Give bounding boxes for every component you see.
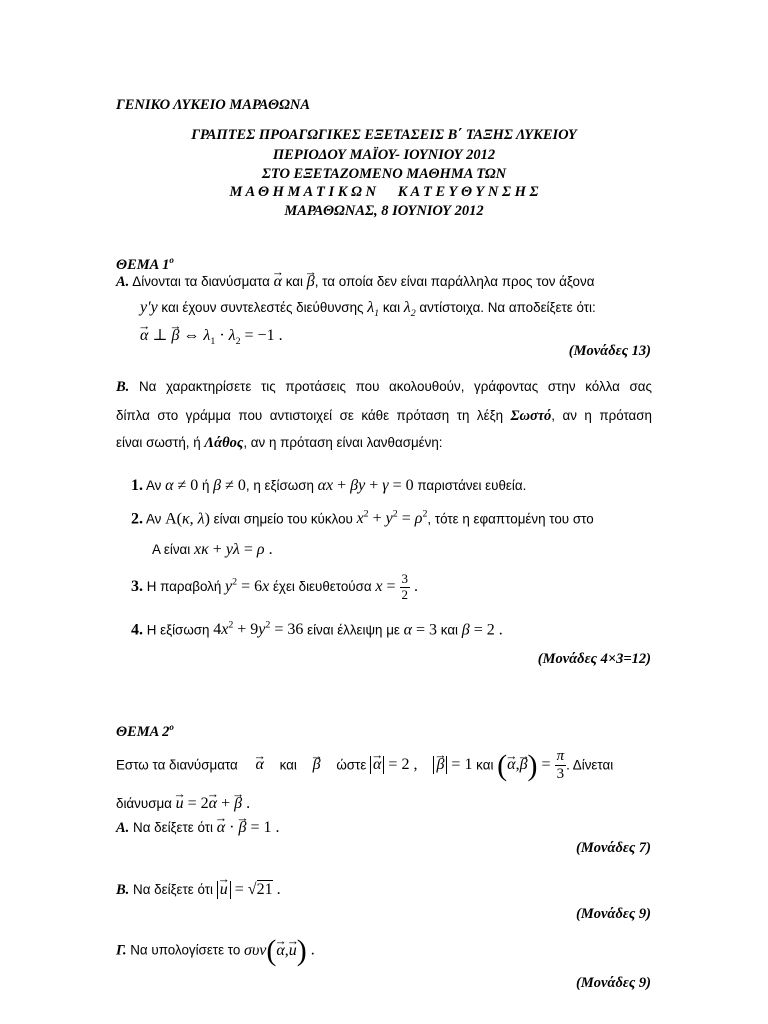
- header-line-4: Μ Α Θ Η Μ Α Τ Ι Κ Ω Ν Κ Α Τ Ε Υ Θ Υ Ν Σ Η Σ: [229, 184, 539, 200]
- theme1-a-formula: → α ⊥ → β ⇔ $\lambda_1 \cdot \lambda_2 = -1$ .: [140, 325, 283, 347]
- header-line-5: ΜΑΡΑΘΩΝΑΣ, 8 ΙΟΥΝΙΟΥ 2012: [284, 203, 484, 219]
- theme2-a-marks: (Μονάδες 7): [576, 840, 651, 856]
- word-wrong: Λάθος: [204, 435, 244, 451]
- theme2-title: ΘΕΜΑ $2^o$: [116, 722, 174, 740]
- statement-3: 3. Η παραβολή $y^2 = 6x$ έχει διευθετούσα x = $\frac{3}{2}$ .: [131, 571, 418, 602]
- statement-2-cont: Α είναι xκ + yλ = ρ .: [152, 541, 273, 558]
- theme1-title: ΘΕΜΑ $1^o$: [116, 255, 174, 273]
- theme2-c-marks: (Μονάδες 9): [576, 975, 651, 991]
- theme2-a: Α. Να δείξετε ότι → α · → β = 1 .: [116, 819, 279, 837]
- header-line-2: ΠΕΡΙΟΔΟΥ ΜΑΪΟΥ- ΙΟΥΝΙΟΥ 2012: [272, 147, 496, 163]
- theme1-a-marks: (Μονάδες 13): [568, 343, 651, 359]
- theme1-a-line1: Α. Δίνονται τα διανύσματα → α και → β, τα οποία δεν είναι παράλληλα προς τον άξονα: [116, 273, 594, 291]
- theme1-b-line2: δίπλα στο γράμμα που αντιστοιχεί σε κάθε πρόταση τη λέξη Σωστό, αν η πρόταση: [116, 408, 653, 424]
- theme1-b-line1: Β. Να χαρακτηρίσετε τις προτάσεις που ακολουθούν, γράφοντας στην κόλλα σας: [116, 379, 652, 395]
- vector-beta: → β: [307, 273, 315, 291]
- theme1-b-marks: (Μονάδες 4×3=12): [537, 651, 651, 667]
- theme2-b: Β. Να δείξετε ότι → u = √21 .: [116, 881, 281, 899]
- axis-yy: y′y: [140, 299, 158, 316]
- header-line-1: ΓΡΑΠΤΕΣ ΠΡΟΑΓΩΓΙΚΕΣ ΕΞΕΤΑΣΕΙΣ Β΄ ΤΑΞΗΣ ΛΥΚΕΙΟΥ: [191, 127, 577, 143]
- theme1-a-label: Α.: [116, 274, 130, 290]
- school-name: ΓΕΝΙΚΟ ΛΥΚΕΙΟ ΜΑΡΑΘΩΝΑ: [116, 97, 311, 113]
- statement-2: 2. Αν Α(κ, λ) είναι σημείο του κύκλου $x^2 + y^2 = \rho^2$, τότε η εφαπτομένη του στο: [131, 509, 594, 528]
- theme1-b-line3: είναι σωστή, ή Λάθος, αν η πρόταση είναι λανθασμένη:: [116, 435, 443, 451]
- word-correct: Σωστό: [510, 408, 552, 424]
- theme2-intro-line2: διάνυσμα → u = 2→ α + → β .: [116, 795, 250, 813]
- theme1-a-line2: y′y και έχουν συντελεστές διεύθυνσης $\lambda_1$ και $\lambda_2$ αντίστοιχα. Να αποδείξετε ότι:: [140, 299, 596, 320]
- header-line-3: ΣΤΟ ΕΞΕΤΑΖΟΜΕΝΟ ΜΑΘΗΜΑ ΤΩΝ: [261, 166, 507, 182]
- theme2-intro-line1: Εστω τα διανύσματα → α και → β ώστε → α = 2 ,→ β = 1 και (→ α,→ β) = $\frac{\pi}{3}$ . Δίνεται: [116, 748, 613, 784]
- statement-1: 1. Αν α ≠ 0 ή β ≠ 0, η εξίσωση αx + βy + γ = 0 παριστάνει ευθεία.: [131, 477, 527, 494]
- theme2-c: Γ. Να υπολογίσετε το συν(→ α,→ u) .: [116, 936, 315, 966]
- theme2-b-marks: (Μονάδες 9): [576, 906, 651, 922]
- statement-4: 4. Η εξίσωση $4x^2 + 9y^2 = 36$ είναι έλλειψη με α = 3 και β = 2 .: [131, 620, 503, 639]
- vector-alpha: → α: [274, 273, 282, 291]
